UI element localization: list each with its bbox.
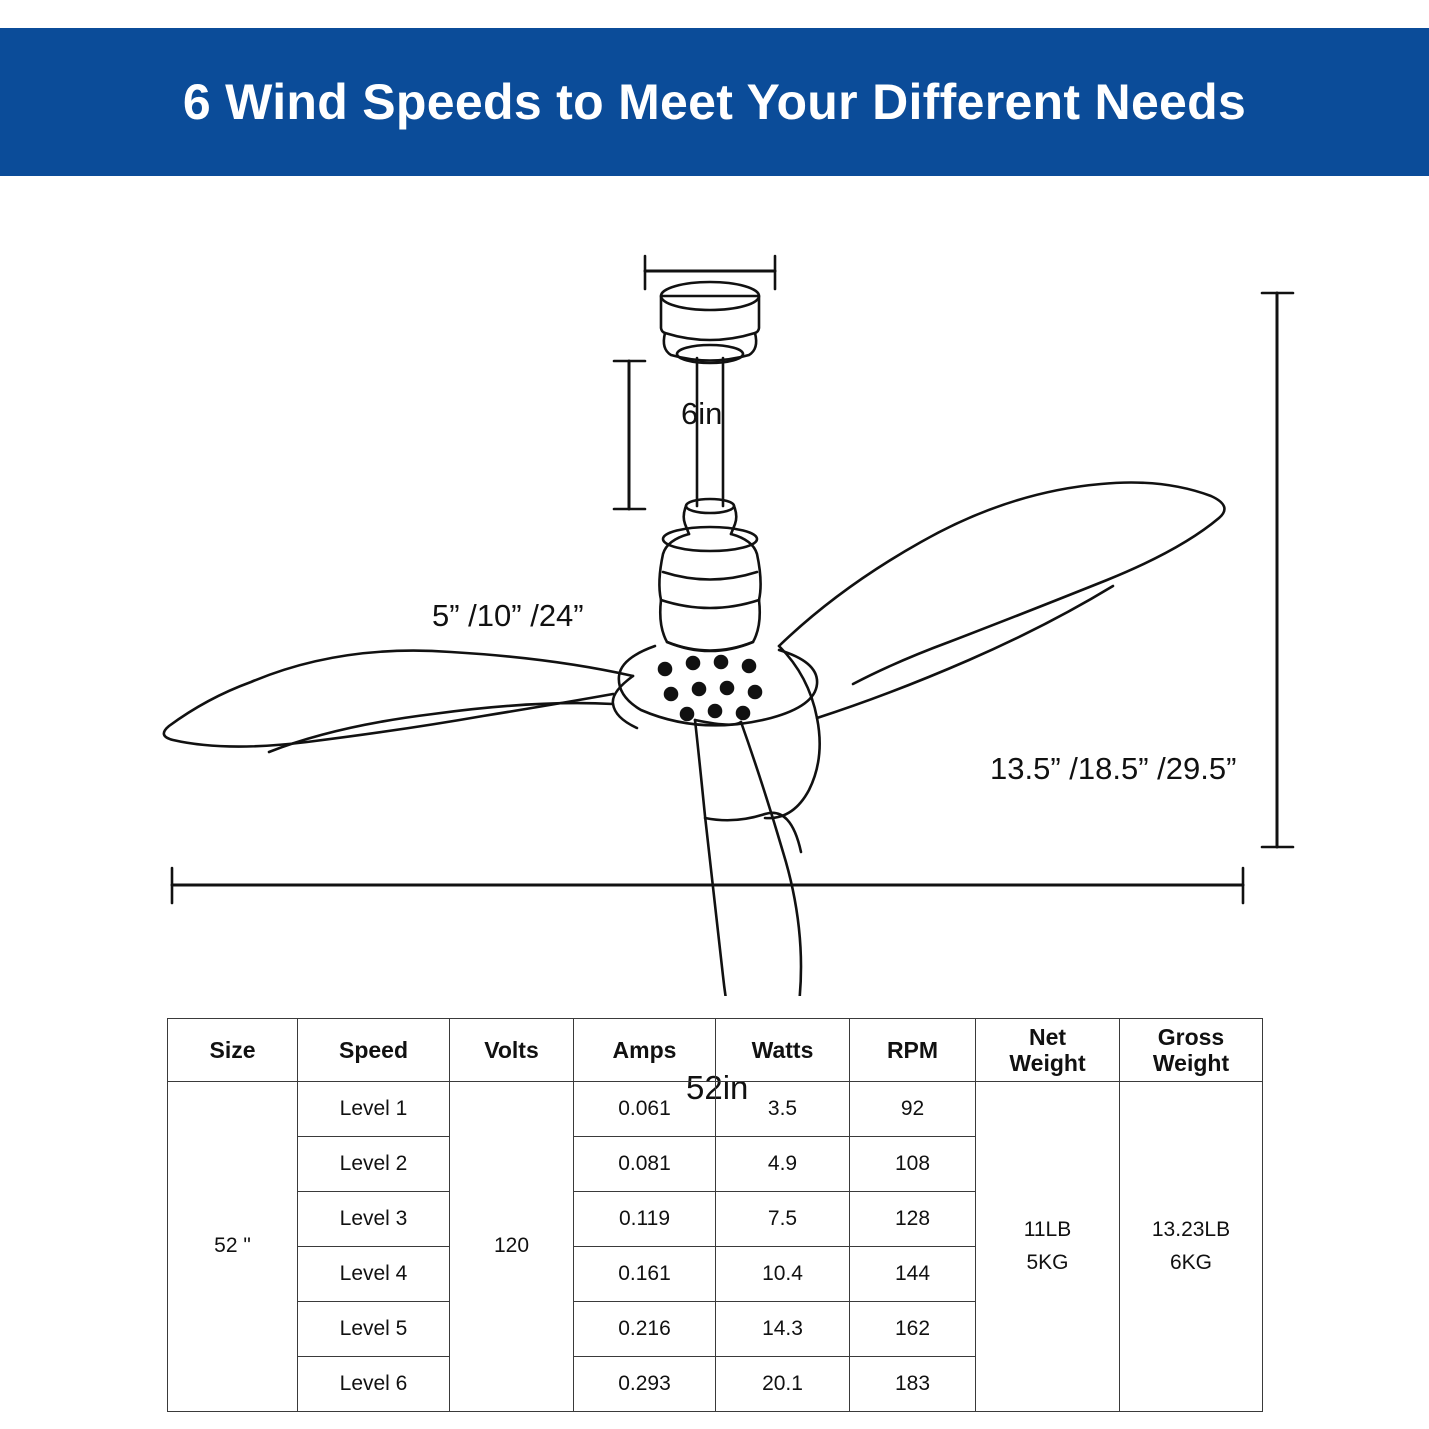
header-net-weight bbox=[976, 1019, 1120, 1082]
cell-amps: 0.081 bbox=[574, 1137, 716, 1192]
cell-amps: 0.061 bbox=[574, 1082, 716, 1137]
cell-rpm: 128 bbox=[850, 1192, 976, 1247]
header-volts: Volts bbox=[450, 1019, 574, 1082]
page-title: 6 Wind Speeds to Meet Your Different Needs bbox=[182, 74, 1247, 130]
net-weight-kg: 5KG bbox=[1026, 1250, 1069, 1274]
cell-watts: 3.5 bbox=[716, 1082, 850, 1137]
cell-amps: 0.216 bbox=[574, 1302, 716, 1357]
header-gross-weight bbox=[1120, 1019, 1263, 1082]
cell-speed: Level 3 bbox=[298, 1192, 450, 1247]
cell-watts: 10.4 bbox=[716, 1247, 850, 1302]
specification-table bbox=[167, 1018, 1263, 1412]
header-speed: Speed bbox=[298, 1019, 450, 1082]
cell-watts: 20.1 bbox=[716, 1357, 850, 1412]
cell-gross-weight bbox=[1120, 1082, 1263, 1412]
specification-table-wrapper bbox=[167, 1018, 1262, 1412]
cell-volts: 120 bbox=[450, 1082, 574, 1412]
cell-rpm: 108 bbox=[850, 1137, 976, 1192]
cell-amps: 0.119 bbox=[574, 1192, 716, 1247]
blade-span-label: 52in bbox=[686, 1069, 749, 1106]
downrod-length-label: 5” /10” /24” bbox=[432, 598, 584, 633]
gross-weight-kg: 6KG bbox=[1169, 1250, 1213, 1274]
cell-watts: 7.5 bbox=[716, 1192, 850, 1247]
header-watts: Watts bbox=[716, 1019, 850, 1082]
header-gross-weight-line2: Weight bbox=[1152, 1050, 1230, 1076]
cell-rpm: 183 bbox=[850, 1357, 976, 1412]
cell-rpm: 162 bbox=[850, 1302, 976, 1357]
fan-line-drawing bbox=[0, 176, 1429, 996]
cell-net-weight bbox=[976, 1082, 1120, 1412]
cell-rpm: 144 bbox=[850, 1247, 976, 1302]
cell-watts: 4.9 bbox=[716, 1137, 850, 1192]
table-row bbox=[168, 1082, 1263, 1137]
cell-size: 52 " bbox=[168, 1082, 298, 1412]
cell-amps: 0.293 bbox=[574, 1357, 716, 1412]
header-amps: Amps bbox=[574, 1019, 716, 1082]
header-size: Size bbox=[168, 1019, 298, 1082]
cell-rpm: 92 bbox=[850, 1082, 976, 1137]
cell-speed: Level 1 bbox=[298, 1082, 450, 1137]
canopy-width-label: 6in bbox=[681, 396, 723, 431]
header-net-weight-line1: Net bbox=[1028, 1023, 1067, 1050]
overall-height-label: 13.5” /18.5” /29.5” bbox=[990, 751, 1237, 786]
header-rpm: RPM bbox=[850, 1019, 976, 1082]
cell-watts: 14.3 bbox=[716, 1302, 850, 1357]
net-weight-lb: 11LB bbox=[1023, 1217, 1072, 1241]
gross-weight-lb: 13.23LB bbox=[1151, 1217, 1231, 1241]
cell-speed: Level 2 bbox=[298, 1137, 450, 1192]
header-gross-weight-line1: Gross bbox=[1157, 1023, 1225, 1050]
cell-speed: Level 6 bbox=[298, 1357, 450, 1412]
cell-speed: Level 5 bbox=[298, 1302, 450, 1357]
cell-amps: 0.161 bbox=[574, 1247, 716, 1302]
header-net-weight-line2: Weight bbox=[1009, 1050, 1086, 1076]
table-header-row bbox=[168, 1019, 1263, 1082]
header-banner bbox=[0, 28, 1429, 176]
cell-speed: Level 4 bbox=[298, 1247, 450, 1302]
